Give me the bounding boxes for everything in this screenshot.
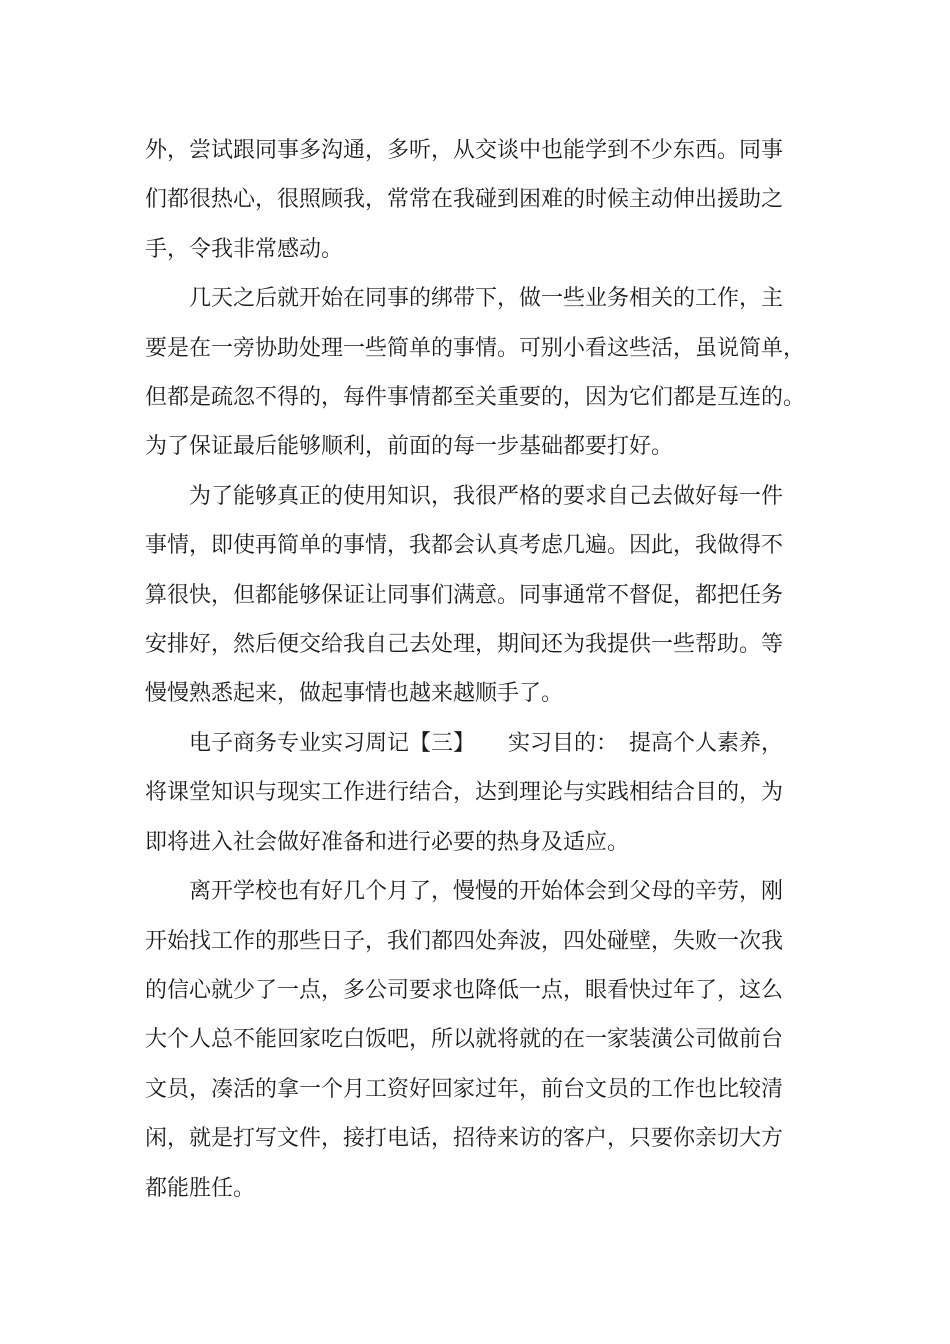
text-line: 将课堂知识与现实工作进行结合，达到理论与实践相结合目的，为 [145,780,784,806]
text-line: 但都是疏忽不得的，每件事情都至关重要的，因为它们都是互连的。 [145,385,806,411]
text-line: 算很快，但都能够保证让同事们满意。同事通常不督促，都把任务 [145,582,784,608]
text-line: 离开学校也有好几个月了，慢慢的开始体会到父母的辛劳，刚 [189,879,784,905]
text-line: 电子商务专业实习周记【三】 实习目的： 提高个人素养， [189,730,784,756]
text-line: 几天之后就开始在同事的绑带下，做一些业务相关的工作，主 [189,286,784,312]
paragraph-1 [145,126,810,274]
text-line: 们都很热心，很照顾我，常常在我碰到困难的时候主动伸出援助之 [145,187,784,213]
text-line: 安排好，然后便交给我自己去处理，期间还为我提供一些帮助。等 [145,632,784,658]
paragraph-5 [145,867,810,1213]
text-line: 外，尝试跟同事多沟通，多听，从交谈中也能学到不少东西。同事 [145,138,784,163]
text-line: 即将进入社会做好准备和进行必要的热身及适应。 [145,829,630,855]
text-line: 要是在一旁协助处理一些简单的事情。可别小看这些活，虽说简单， [145,335,806,361]
text-line: 的信心就少了一点，多公司要求也降低一点，眼看快过年了，这么 [145,977,784,1003]
document-body [145,126,810,1213]
text-line: 为了能够真正的使用知识，我很严格的要求自己去做好每一件 [189,483,784,509]
text-line: 慢慢熟悉起来，做起事情也越来越顺手了。 [145,681,564,707]
paragraph-3 [145,472,810,719]
text-line: 为了保证最后能够顺利，前面的每一步基础都要打好。 [145,434,674,460]
text-line: 手，令我非常感动。 [145,236,344,262]
text-line: 大个人总不能回家吃白饭吧，所以就将就的在一家装潢公司做前台 [145,1027,784,1053]
paragraph-2 [145,274,810,472]
text-line: 开始找工作的那些日子，我们都四处奔波，四处碰壁，失败一次我 [145,928,784,954]
paragraph-4 [145,719,810,867]
text-line: 都能胜任。 [145,1175,256,1201]
text-line: 文员，凑活的拿一个月工资好回家过年，前台文员的工作也比较清 [145,1076,784,1102]
text-line: 闲，就是打写文件，接打电话，招待来访的客户，只要你亲切大方 [145,1126,784,1152]
text-line: 事情，即使再简单的事情，我都会认真考虑几遍。因此，我做得不 [145,533,784,559]
